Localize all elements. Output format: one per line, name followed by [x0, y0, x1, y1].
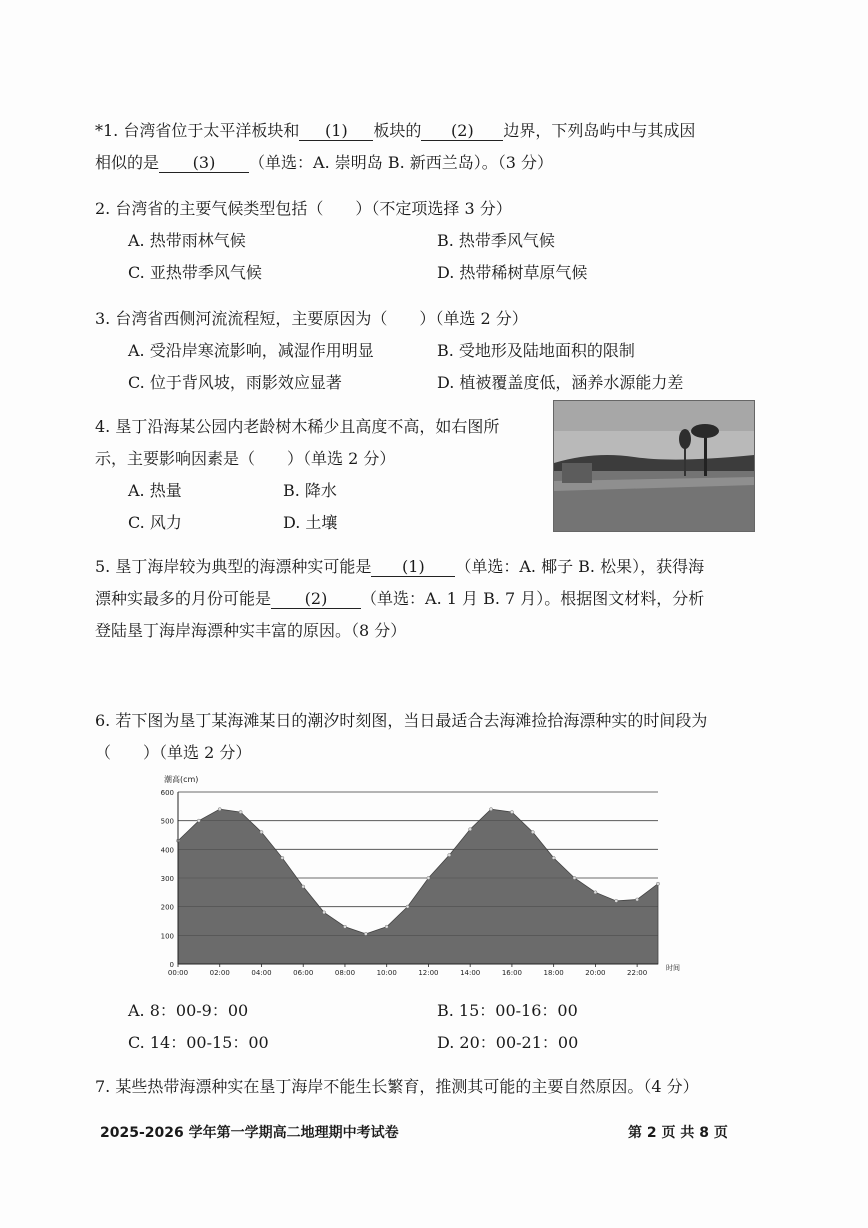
q1-blank3: (3)	[159, 153, 249, 173]
y-tick-label: 200	[160, 903, 174, 912]
tide-point	[489, 808, 492, 811]
q4-line2: 示，主要影响因素是（ ）（单选 2 分）	[95, 449, 396, 468]
tide-area	[178, 809, 658, 964]
y-tick-label: 300	[160, 875, 174, 883]
y-tick-label: 0	[169, 961, 174, 969]
tide-point	[343, 925, 346, 928]
q6-option-c: C. 14：00-15：00	[128, 1033, 269, 1052]
tide-point	[260, 831, 263, 834]
q1-prefix: *1. 台湾省位于太平洋板块和	[95, 121, 300, 140]
x-tick-label: 22:00	[627, 969, 648, 977]
q4-line1: 4. 垦丁沿海某公园内老龄树木稀少且高度不高，如右图所	[95, 417, 500, 436]
q6-line1: 6. 若下图为垦丁某海滩某日的潮汐时刻图，当日最适合去海滩捡拾海漂种实的时间段为	[95, 711, 708, 730]
x-tick-label: 10:00	[376, 969, 397, 977]
tide-point	[636, 898, 639, 901]
tide-chart	[150, 772, 690, 982]
q1-blank1: (1)	[299, 121, 373, 141]
x-tick-label: 16:00	[501, 969, 523, 977]
tide-point	[469, 828, 472, 831]
q5-l2-prefix: 漂种实最多的月份可能是	[95, 589, 272, 608]
q2-option-a: A. 热带雨林气候	[128, 231, 246, 250]
x-tick-label: 12:00	[418, 969, 439, 977]
q4-option-a: A. 热量	[128, 481, 182, 500]
y-tick-label: 600	[160, 789, 174, 797]
tide-point	[656, 882, 659, 885]
tide-point	[281, 856, 284, 859]
q1-line2-prefix: 相似的是	[95, 153, 160, 172]
footer-exam-title: 2025-2026 学年第一学期高二地理期中考试卷	[100, 1125, 399, 1141]
y-tick-label: 500	[160, 817, 174, 826]
q6-option-b: B. 15：00-16：00	[437, 1001, 578, 1020]
q5-line2	[95, 586, 704, 609]
q5-line1	[95, 554, 704, 577]
q7-stem: 7. 某些热带海漂种实在垦丁海岸不能生长繁育，推测其可能的主要自然原因。（4 分）	[95, 1077, 699, 1096]
q2-option-d: D. 热带稀树草原气候	[437, 263, 588, 282]
q1-mid1: 板块的	[373, 121, 422, 140]
tide-point	[239, 810, 242, 813]
x-tick-label: 00:00	[167, 969, 189, 977]
x-tick-label: 08:00	[334, 969, 356, 977]
tide-point	[615, 899, 618, 902]
q4-option-c: C. 风力	[128, 513, 182, 532]
q6-option-a: A. 8：00-9：00	[128, 1001, 249, 1020]
tide-point	[427, 876, 430, 879]
q5-l1-suffix: （单选：A. 椰子 B. 松果），获得海	[455, 557, 705, 576]
tide-point	[364, 932, 367, 935]
q4-option-d: D. 土壤	[283, 513, 338, 532]
tide-point	[322, 911, 325, 914]
x-tick-label: 04:00	[251, 969, 272, 977]
q1-line2-suffix: （单选：A. 崇明岛 B. 新西兰岛）。（3 分）	[249, 153, 554, 172]
q5-line3: 登陆垦丁海岸海漂种实丰富的原因。（8 分）	[95, 621, 407, 640]
q6-option-d: D. 20：00-21：00	[437, 1033, 579, 1052]
q2-option-c: C. 亚热带季风气候	[128, 263, 262, 282]
tide-point	[552, 856, 555, 859]
tide-point	[448, 853, 451, 856]
q2-option-b: B. 热带季风气候	[437, 231, 555, 250]
park-photo-image	[554, 401, 754, 531]
q5-l1-prefix: 5. 垦丁海岸较为典型的海漂种实可能是	[95, 557, 372, 576]
q5-blank1: (1)	[371, 557, 455, 577]
tide-point	[385, 925, 388, 928]
tide-point	[531, 831, 534, 834]
tide-chart-svg	[150, 772, 690, 982]
q3-option-a: A. 受沿岸寒流影响，减湿作用明显	[128, 341, 374, 360]
tide-point	[197, 819, 200, 822]
q3-stem: 3. 台湾省西侧河流流程短，主要原因为（ ）（单选 2 分）	[95, 309, 528, 328]
y-axis-label: 潮高(cm)	[164, 775, 199, 784]
q1-line2	[95, 150, 553, 173]
y-tick-label: 100	[160, 932, 174, 941]
x-axis-label: 时间	[666, 964, 680, 972]
q3-option-b: B. 受地形及陆地面积的限制	[437, 341, 635, 360]
x-tick-label: 18:00	[543, 969, 564, 977]
q3-option-d: D. 植被覆盖度低，涵养水源能力差	[437, 373, 684, 392]
q3-option-c: C. 位于背风坡，雨影效应显著	[128, 373, 342, 392]
park-photo	[553, 400, 755, 532]
y-tick-label: 400	[160, 846, 174, 855]
tide-point	[573, 876, 576, 879]
q2-stem: 2. 台湾省的主要气候类型包括（ ）（不定项选择 3 分）	[95, 199, 512, 218]
x-tick-label: 06:00	[293, 969, 314, 977]
x-tick-label: 14:00	[460, 969, 481, 977]
tide-point	[218, 808, 221, 811]
q5-blank2: (2)	[271, 589, 361, 609]
x-tick-label: 02:00	[209, 969, 230, 977]
x-tick-label: 20:00	[585, 969, 606, 977]
tide-point	[406, 905, 409, 908]
tide-point	[510, 810, 513, 813]
q5-l2-suffix: （单选：A. 1 月 B. 7 月）。根据图文材料，分析	[361, 589, 705, 608]
q4-option-b: B. 降水	[283, 481, 337, 500]
q1-blank2: (2)	[421, 121, 503, 141]
q6-line2: （ ）（单选 2 分）	[95, 743, 252, 762]
tide-point	[302, 885, 305, 888]
footer-page-number: 第 2 页 共 8 页	[628, 1125, 728, 1141]
q1-mid2: 边界，下列岛屿中与其成因	[503, 121, 696, 140]
tide-point	[594, 891, 597, 894]
q1-line1	[95, 118, 695, 141]
